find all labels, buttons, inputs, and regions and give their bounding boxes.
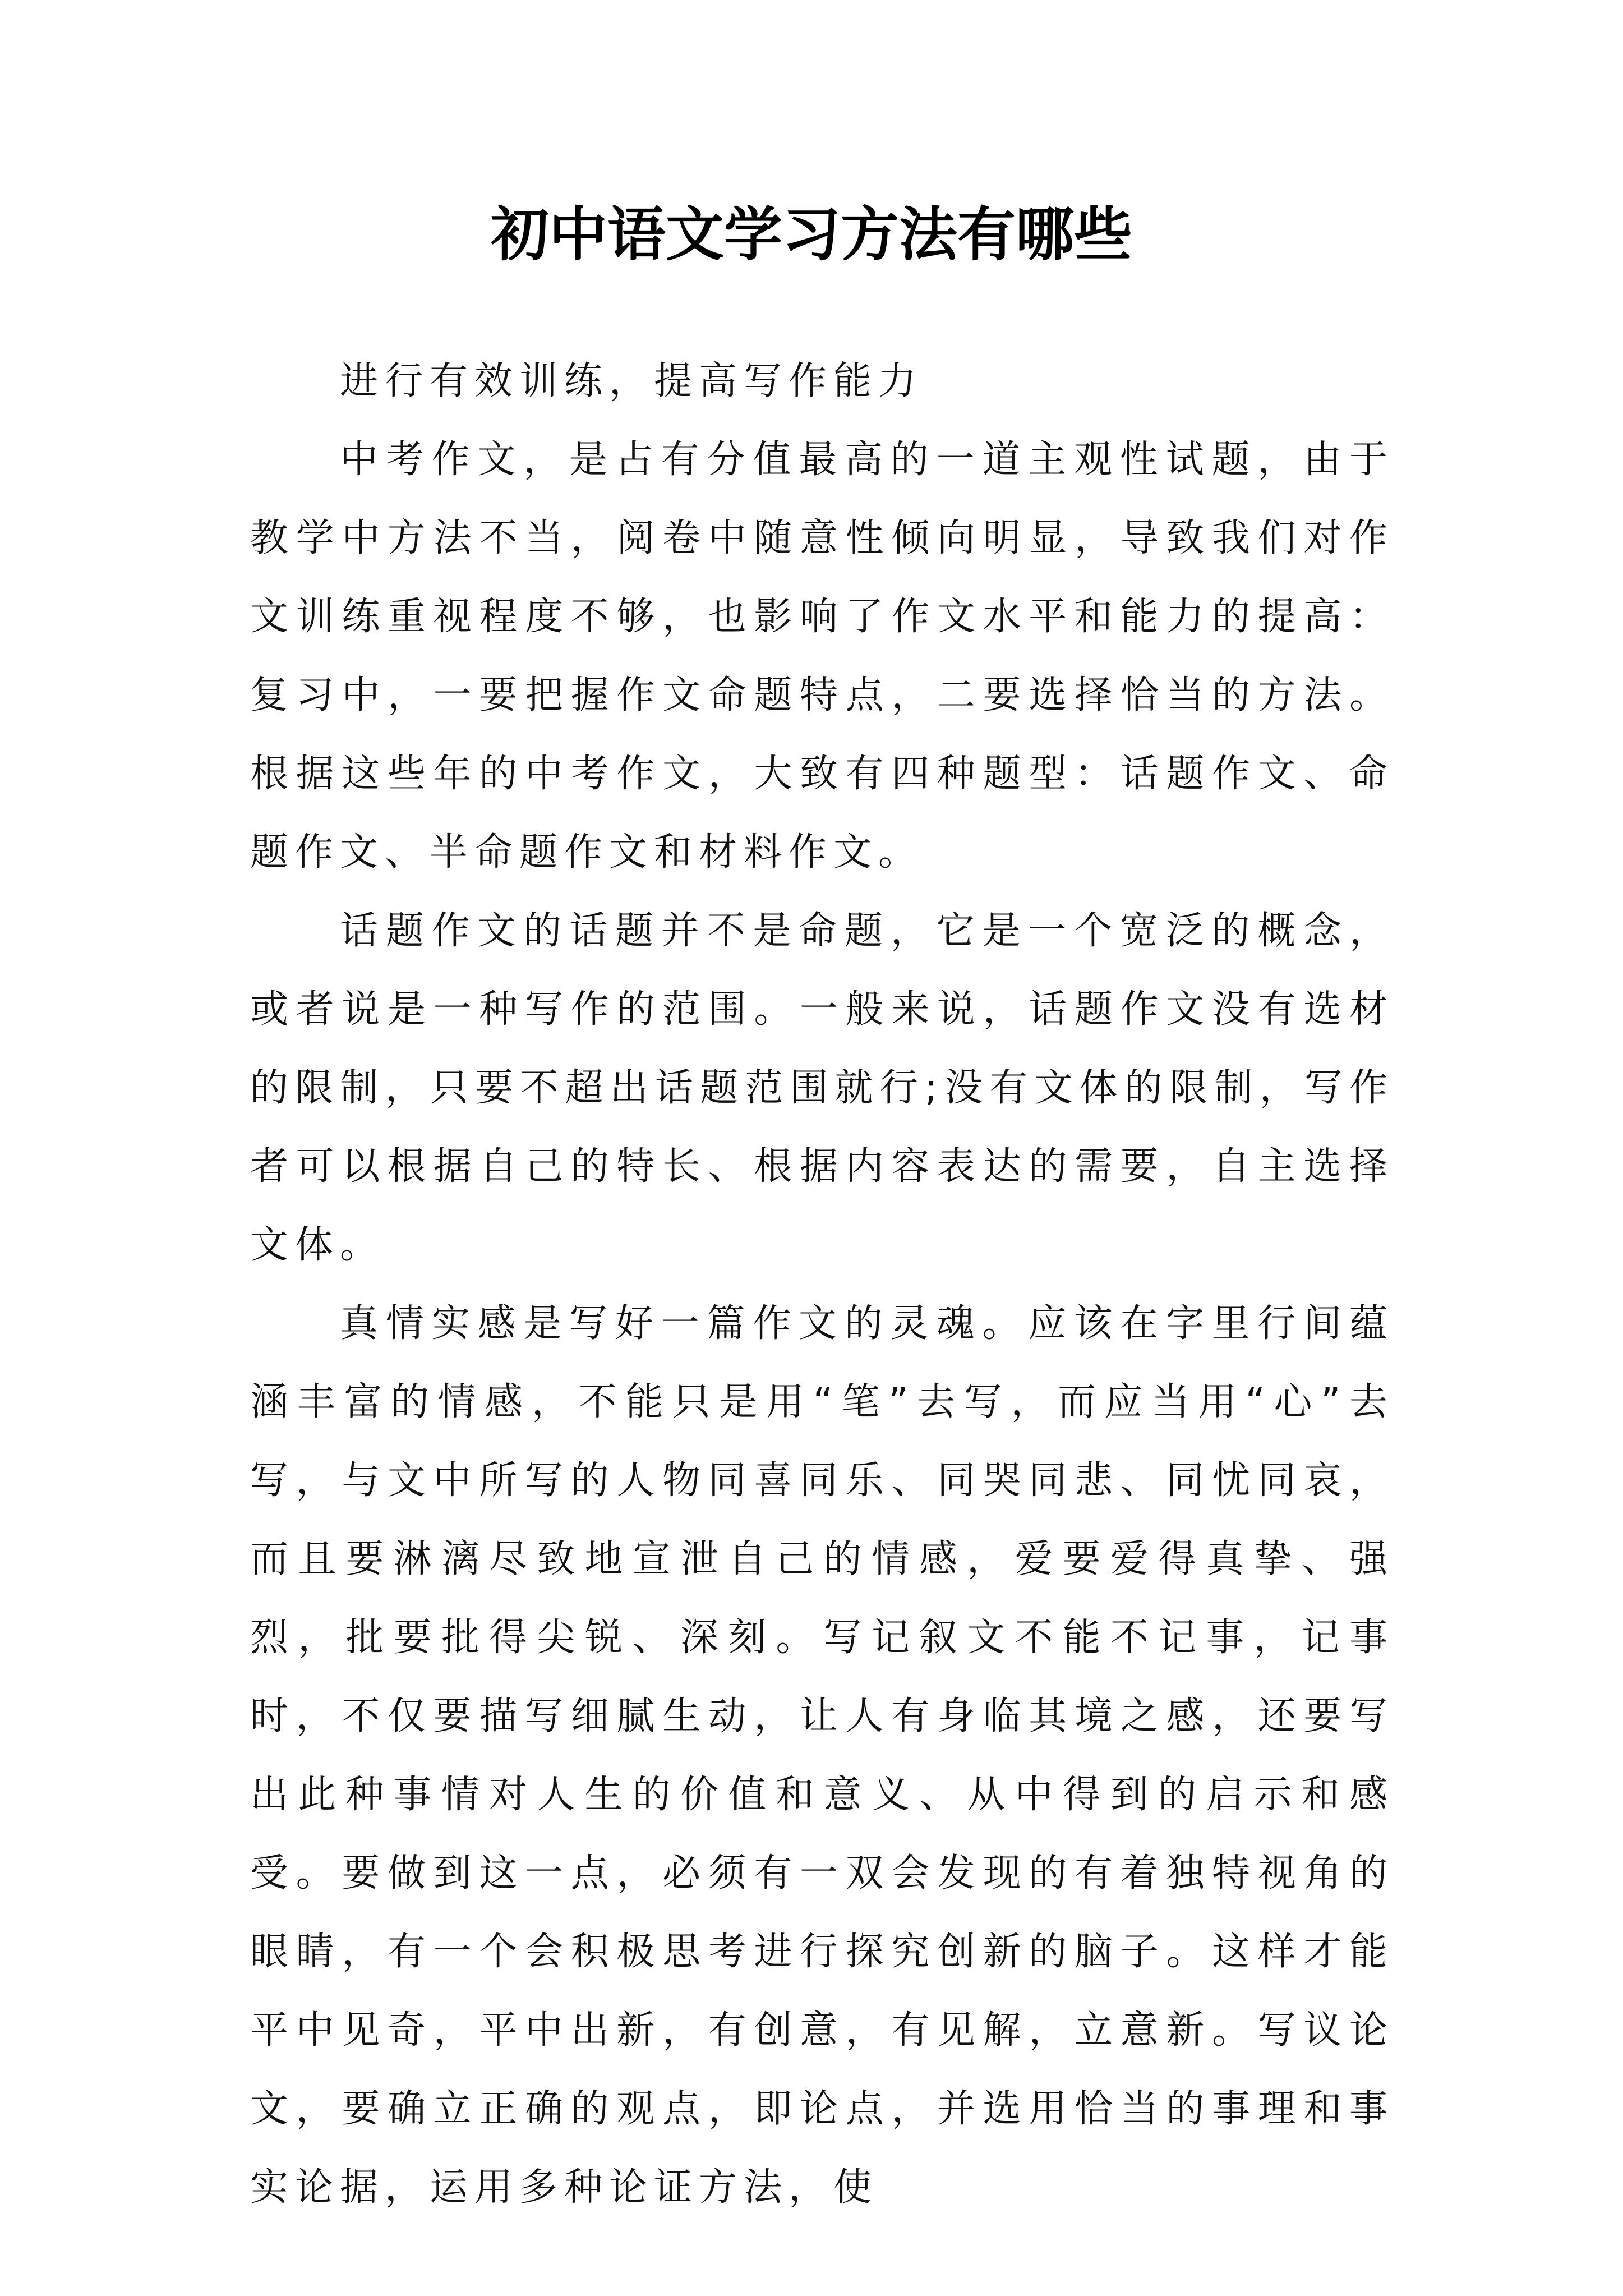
paragraph: 真情实感是写好一篇作文的灵魂。应该在字里行间蕴涵丰富的情感，不能只是用“笔”去写，而应当用“心”去写，与文中所写的人物同喜同乐、同哭同悲、同忧同哀，而且要淋漓尽致地宣泄自己的情感，爱要爱得真挚、强烈，批要批得尖锐、深刻。写记叙文不能不记事，记事时，不仅要描写细腻生动，让人有身临其境之感，还要写出此种事情对人生的价值和意义、从中得到的启示和感受。要做到这一点，必须有一双会发现的有着独特视角的眼睛，有一个会积极思考进行探究创新的脑子。这样才能平中见奇，平中出新，有创意，有见解，立意新。写议论文，要确立正确的观点，即论点，并选用恰当的事理和事实论据，运用多种论证方法，使 [250,1301,1394,2210]
document-title: 初中语文学习方法有哪些 [490,200,1132,269]
paragraph: 话题作文的话题并不是命题，它是一个宽泛的概念，或者说是一种写作的范围。一般来说，话题作文没有选材的限制，只要不超出话题范围就行;没有文体的限制，写作者可以根据自己的特长、根据内容表达的需要，自主选择文体。 [250,909,1394,1267]
paragraph: 中考作文，是占有分值最高的一道主观性试题，由于教学中方法不当，阅卷中随意性倾向明显，导致我们对作文训练重视程度不够，也影响了作文水平和能力的提高：复习中，一要把握作文命题特点，二要选择恰当的方法。根据这些年的中考作文，大致有四种题型：话题作文、命题作文、半命题作文和材料作文。 [250,438,1394,875]
paragraph-heading: 进行有效训练，提高写作能力 [340,359,924,403]
document-body [250,342,1394,2227]
